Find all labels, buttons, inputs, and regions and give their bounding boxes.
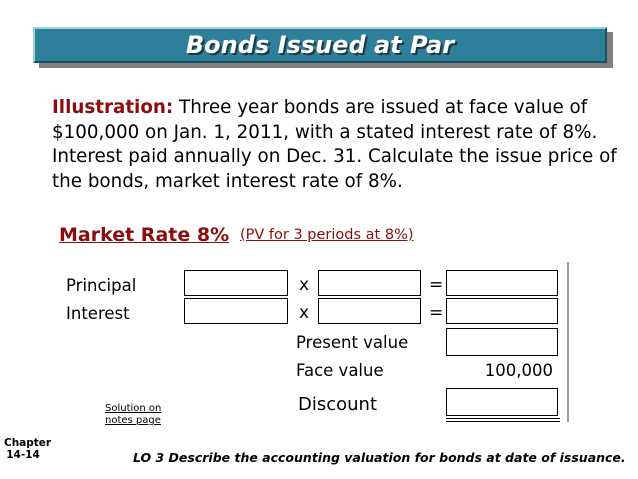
chapter-line1: Chapter xyxy=(4,437,52,449)
discount-double-underline xyxy=(446,418,560,422)
present-value-box xyxy=(446,328,558,356)
face-value-amount: 100,000 xyxy=(484,361,553,380)
principal-equals-sign: = xyxy=(429,275,444,295)
solution-note-line2: notes page xyxy=(105,415,161,426)
slide-title: Bonds Issued at Par xyxy=(185,31,455,59)
interest-label: Interest xyxy=(66,304,130,323)
present-value-label: Present value xyxy=(296,333,409,352)
illustration-paragraph xyxy=(52,96,617,194)
pv-note: (PV for 3 periods at 8%) xyxy=(240,227,414,243)
discount-label: Discount xyxy=(298,394,378,415)
principal-pv-box xyxy=(446,270,558,296)
solution-note-line1: Solution on xyxy=(105,403,162,414)
principal-label: Principal xyxy=(66,276,137,295)
principal-amount-box xyxy=(184,270,288,296)
illustration-label: Illustration: xyxy=(52,97,174,118)
market-rate-label: Market Rate 8% xyxy=(59,224,230,246)
interest-factor-box xyxy=(318,298,421,324)
interest-multiply-sign: x xyxy=(299,303,310,323)
principal-factor-box xyxy=(318,270,421,296)
face-value-label: Face value xyxy=(296,361,384,380)
solution-note xyxy=(105,403,161,427)
title-banner xyxy=(33,27,607,63)
discount-box xyxy=(446,388,558,416)
interest-equals-sign: = xyxy=(429,303,444,323)
chapter-line2: 14-14 xyxy=(6,449,40,461)
learning-objective-footer: LO 3 Describe the accounting valuation for bonds at date of issuance. xyxy=(133,450,626,465)
interest-pv-box xyxy=(446,298,558,324)
interest-amount-box xyxy=(184,298,288,324)
chapter-label xyxy=(4,437,52,461)
principal-multiply-sign: x xyxy=(299,275,310,295)
illustration-text: Three year bonds are issued at face value of $100,000 on Jan. 1, 2011, with a stated interest rate of 8%. Interest paid annually on Dec. 31. Calculate the issue price of the bonds, market interest rate of 8%. xyxy=(52,97,617,192)
column-divider-line xyxy=(567,262,569,422)
